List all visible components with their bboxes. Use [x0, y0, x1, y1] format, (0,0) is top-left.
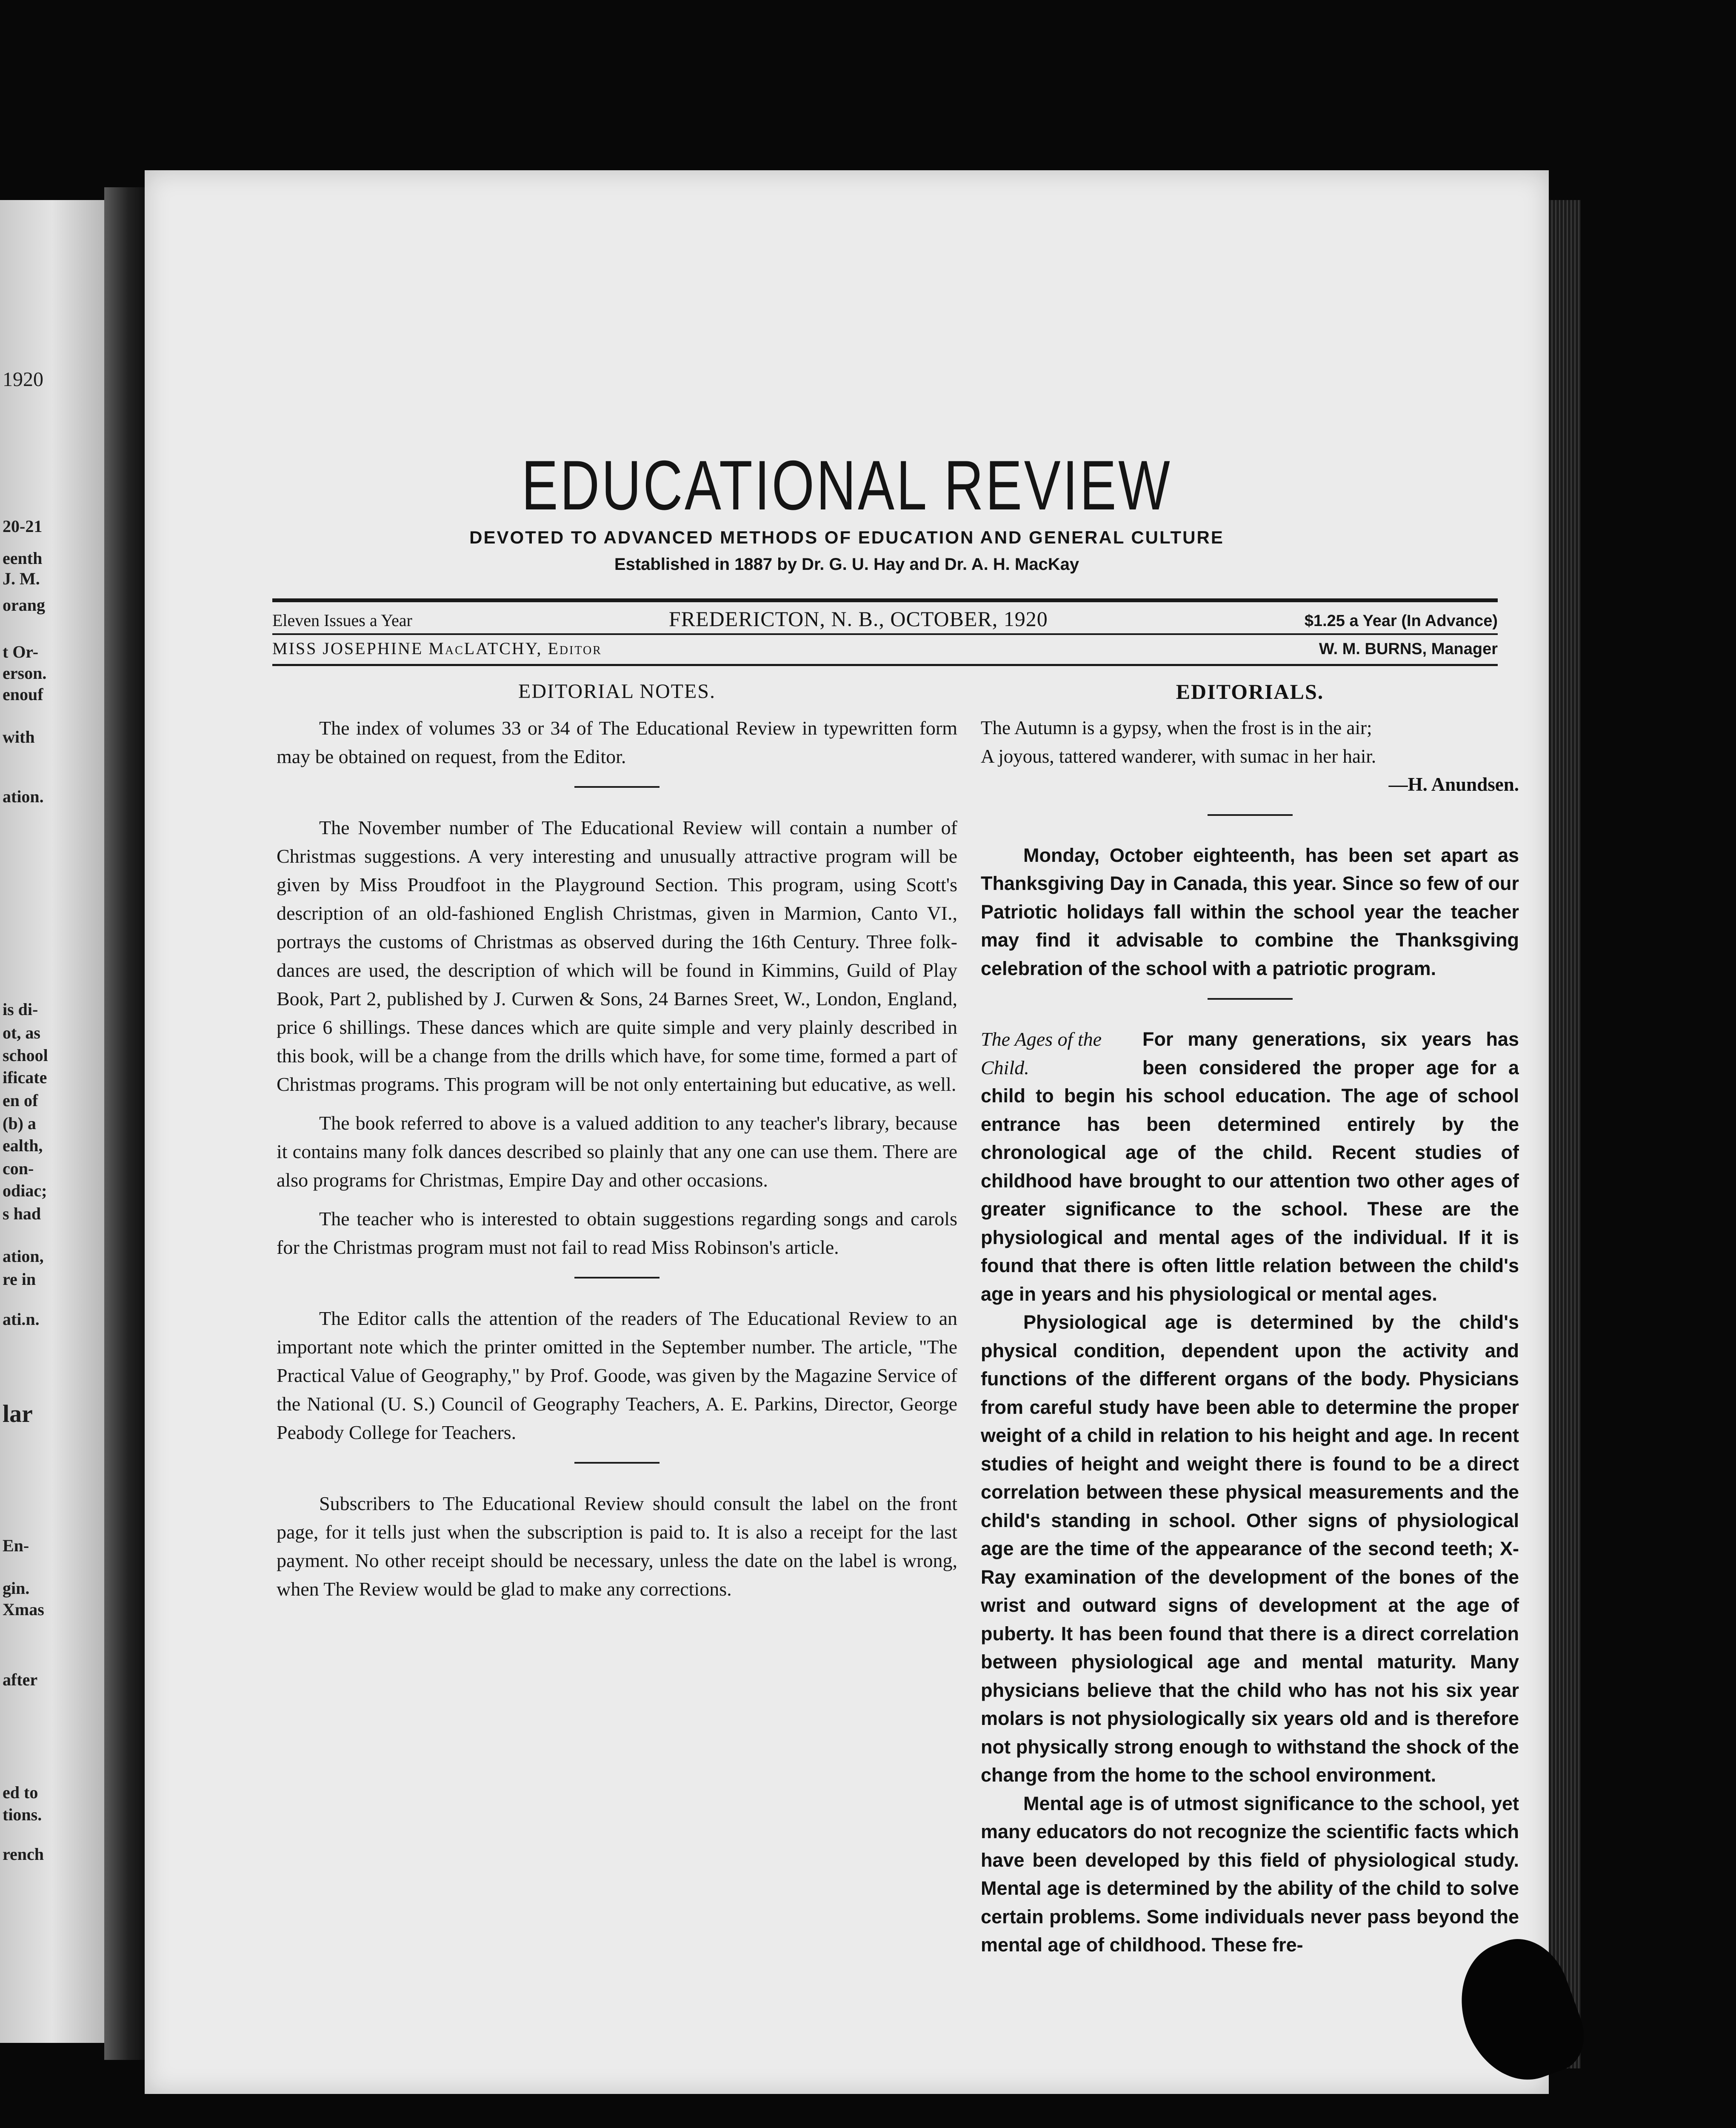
issue-info-row — [272, 606, 1498, 631]
subscription-price: $1.25 a Year (In Advance) — [1304, 612, 1498, 630]
book-gutter — [104, 187, 145, 2060]
left-page-text: con- — [3, 1159, 34, 1178]
left-page-text: ation. — [3, 787, 44, 806]
editorial-notes-heading: EDITORIAL NOTES. — [518, 680, 716, 703]
info-rule — [272, 633, 1498, 635]
paragraph: Subscribers to The Educational Review should consult the label on the front page, for it tells just when the subscription is paid to. It is also a receipt for the last payment. No other receipt should be necessary, unless the date on the label is wrong, when The Review would be glad to make any corrections. — [277, 1493, 957, 1600]
left-page-text: ation, — [3, 1247, 44, 1266]
left-page-text: odiac; — [3, 1181, 47, 1200]
left-page-text: re in — [3, 1270, 36, 1289]
left-page-text: tions. — [3, 1805, 42, 1824]
left-page-text: s had — [3, 1204, 41, 1223]
left-page-text: J. M. — [3, 569, 40, 588]
left-page-text: erson. — [3, 664, 47, 683]
left-page-text: rench — [3, 1845, 44, 1864]
paragraph: The Editor calls the attention of the readers of The Educational Review to an important note which the printer omitted in the September number. The article, "The Practical Value of Geography," by Prof. Goode, was given by the Magazine Service of the National (U. S.) Council of Geography Teachers, A. E. Parkins, Director, George Peabody College for Teachers. — [277, 1307, 957, 1443]
section-divider — [574, 1462, 660, 1464]
left-page-text: is di- — [3, 1000, 38, 1019]
paragraph: The index of volumes 33 or 34 of The Educational Review in typewritten form may be obtained on request, from the Editor. — [277, 717, 957, 767]
place-and-date: FREDERICTON, N. B., OCTOBER, 1920 — [668, 607, 1048, 631]
left-page-text: enouf — [3, 685, 43, 704]
left-page-text: school — [3, 1046, 48, 1065]
editorials-column — [981, 679, 1519, 1959]
paragraph: For many generations, six years has been considered the proper age for a child to begin his school education. The age of school entrance has been determined entirely by the chronological age of the child. Recent studies of childhood have brought to our attention two other ages of greater significance to the school. These are the physiological and mental ages of the individual. If it is found that there is often little relation between the child's age in years and his physiological or mental ages. — [981, 1028, 1519, 1305]
left-page-text: en of — [3, 1091, 38, 1110]
left-page-text: 20-21 — [3, 517, 43, 536]
section-divider — [1208, 814, 1293, 816]
left-page-text: gin. — [3, 1579, 30, 1598]
masthead-tagline: DEVOTED TO ADVANCED METHODS OF EDUCATION AND GENERAL CULTURE — [469, 527, 1224, 547]
paragraph: The November number of The Educational Review will contain a number of Christmas suggestions. A very interesting and unusually attractive program will be given by Miss Proudfoot in the Playground Section. This program, using Scott's description of an old-fashioned English Christmas, given in Marmion, Canto VI., portrays the customs of Christmas as observed during the 16th Century. Three folk-dances are used, the description of which will be found in Kimmins, Guild of Play Book, Part 2, published by J. Curwen & Sons, 24 Barnes Sreet, W., London, England, price 6 shillings. These dances which are quite simple and very plainly described in this book, will be a change from the drills which have, for some time, formed a part of Christmas programs. This program will be not only entertaining but educative, as well. — [277, 817, 957, 1095]
section-divider — [574, 1277, 660, 1279]
magazine-page — [145, 170, 1549, 2094]
side-heading: The Ages of the Child. — [981, 1028, 1102, 1078]
verse-author: —H. Anundsen. — [1388, 774, 1519, 795]
paragraph: The teacher who is interested to obtain suggestions regarding songs and carols for the Christmas program must not fail to read Miss Robinson's article. — [277, 1208, 957, 1258]
paragraph: The book referred to above is a valued addition to any teacher's library, because it contains many folk dances described so plainly that any one can use them. There are also programs for Christmas, Empire Day and other occasions. — [277, 1112, 957, 1191]
left-page-text: ed to — [3, 1783, 38, 1802]
paragraph: Physiological age is determined by the child's physical condition, dependent upon the activity and functions of the different organs of the body. Physicians from careful study have been able to determine the proper weight of a child in relation to his height and age. In recent studies of height and weight there is found to be a direct correlation between these physical measurements and the child's standing in school. Other signs of physiological age are the time of the appearance of the second teeth; X-Ray examination of the development of the bones of the wrist and outward signs of development at the age of puberty. It has been found that there is a direct correlation between physiological age and mental maturity. Many physicians believe that the child who has not his six year molars is not physiologically six years old and is therefore not physically strong enough to withstand the shock of the change from the home to the school environment. — [981, 1311, 1519, 1786]
left-page-text: lar — [3, 1400, 33, 1427]
paragraph: Mental age is of utmost significance to the school, yet many educators do not recognize the scientific facts which have been developed by this field of physiological study. Mental age is determined by the ability of the child to solve certain problems. Some individuals never pass beyond the mental age of childhood. These fre- — [981, 1792, 1519, 1956]
editorial-notes-column — [277, 679, 957, 1603]
left-page-text: t Or- — [3, 642, 39, 661]
editor-credit: MISS JOSEPHINE MacLATCHY, Editor — [272, 639, 602, 658]
left-page-text: orang — [3, 595, 45, 615]
left-page-text: (b) a — [3, 1114, 36, 1133]
masthead-rule — [272, 598, 1498, 602]
left-page-text: 1920 — [3, 368, 43, 391]
page-edges — [1549, 200, 1581, 2068]
left-page-text: ati.n. — [3, 1310, 40, 1329]
left-page-text: eenth — [3, 549, 43, 568]
editorials-heading: EDITORIALS. — [1176, 680, 1324, 704]
ages-of-child-article — [981, 1025, 1519, 1308]
staff-info-row — [272, 638, 1498, 658]
left-page-text: after — [3, 1670, 38, 1689]
manager-credit: W. M. BURNS, Manager — [1319, 640, 1498, 658]
paragraph: Monday, October eighteenth, has been set apart as Thanksgiving Day in Canada, this year. Since so few of our Patriotic holidays fall within the school year the teacher may find it advisable to combine the Thanksgiving celebration of the school with a patriotic program. — [981, 844, 1519, 979]
left-page-fragment — [0, 200, 104, 2043]
left-page-text: with — [3, 727, 35, 747]
left-page-text: En- — [3, 1536, 29, 1555]
section-divider — [1208, 998, 1293, 1000]
left-page-text: ot, as — [3, 1023, 40, 1042]
section-divider — [574, 786, 660, 788]
masthead-established: Established in 1887 by Dr. G. U. Hay and Dr. A. H. MacKay — [614, 555, 1079, 574]
left-page-text: ealth, — [3, 1136, 43, 1155]
left-page-text: Xmas — [3, 1600, 44, 1619]
verse-line: The Autumn is a gypsy, when the frost is in the air; — [981, 717, 1372, 738]
masthead-title: EDUCATIONAL REVIEW — [521, 446, 1172, 524]
header-bottom-rule — [272, 664, 1498, 666]
verse-line: A joyous, tattered wanderer, with sumac in her hair. — [981, 745, 1376, 767]
issues-per-year: Eleven Issues a Year — [272, 611, 412, 630]
left-page-text: ificate — [3, 1068, 47, 1087]
